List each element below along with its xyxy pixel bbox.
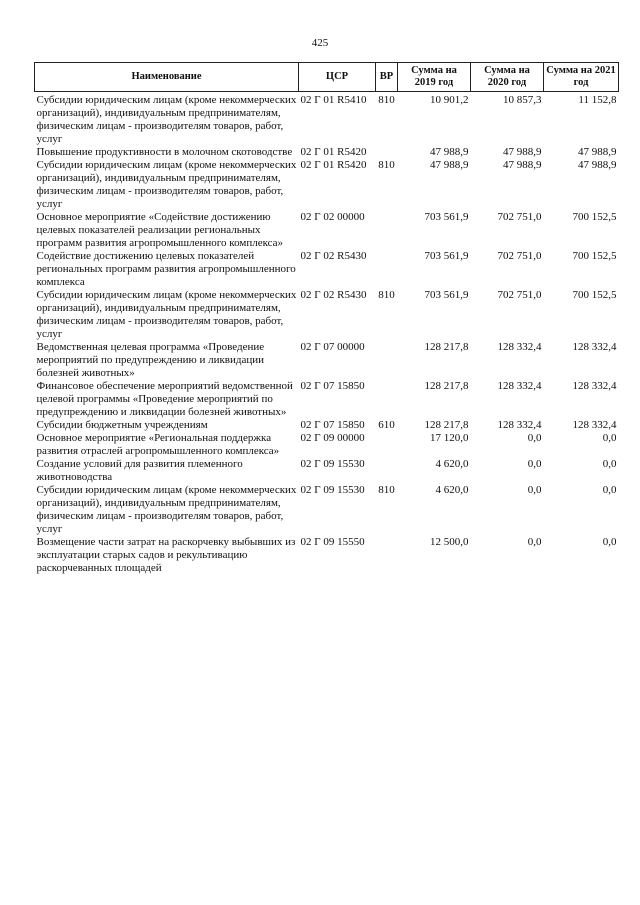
row-sum-2021: 11 152,8 bbox=[578, 94, 617, 106]
row-sum-2020: 0,0 bbox=[527, 458, 542, 470]
row-sum-2019: 47 988,9 bbox=[430, 146, 469, 158]
table-body bbox=[35, 92, 619, 576]
table-row bbox=[35, 159, 619, 211]
row-csr-code: 02 Г 07 15850 bbox=[300, 419, 365, 431]
header-name: Наименование bbox=[35, 63, 299, 92]
row-vr-code: 810 bbox=[378, 94, 395, 106]
row-vr-code bbox=[376, 146, 398, 159]
row-sum-2019: 128 217,8 bbox=[424, 380, 469, 392]
row-sum-2021: 0,0 bbox=[602, 458, 617, 470]
row-sum-2021: 0,0 bbox=[602, 536, 617, 548]
row-sum-2020: 702 751,0 bbox=[497, 289, 542, 301]
row-csr-code: 02 Г 02 00000 bbox=[300, 211, 365, 223]
row-vr-code bbox=[376, 380, 398, 419]
row-sum-2020: 128 332,4 bbox=[497, 341, 542, 353]
row-sum-2020: 47 988,9 bbox=[503, 146, 542, 158]
row-vr-code bbox=[376, 536, 398, 575]
row-name: Возмещение части затрат на раскорчевку выбывших из эксплуатации старых садов и рекультивацию раскорчеванных площадей bbox=[36, 536, 296, 574]
row-csr-code: 02 Г 09 15530 bbox=[300, 484, 365, 496]
row-sum-2021: 700 152,5 bbox=[572, 250, 617, 262]
row-name: Повышение продуктивности в молочном скотоводстве bbox=[36, 146, 293, 158]
row-vr-code: 810 bbox=[378, 159, 395, 171]
row-sum-2019: 128 217,8 bbox=[424, 419, 469, 431]
row-sum-2020: 0,0 bbox=[527, 536, 542, 548]
row-csr-code: 02 Г 01 R5410 bbox=[300, 94, 367, 106]
row-sum-2020: 128 332,4 bbox=[497, 380, 542, 392]
header-sum-2020: Сумма на 2020 год bbox=[471, 63, 544, 92]
row-sum-2020: 702 751,0 bbox=[497, 250, 542, 262]
row-name: Субсидии юридическим лицам (кроме некоммерческих организаций), индивидуальным предпринимателям, физическим лицам - производителям товаров, работ, услуг bbox=[36, 289, 297, 340]
row-csr-code: 02 Г 02 R5430 bbox=[300, 289, 367, 301]
table-row bbox=[35, 211, 619, 250]
row-sum-2021: 128 332,4 bbox=[572, 380, 617, 392]
table-row bbox=[35, 484, 619, 536]
row-sum-2019: 12 500,0 bbox=[430, 536, 469, 548]
row-vr-code bbox=[376, 432, 398, 458]
row-sum-2019: 4 620,0 bbox=[435, 458, 469, 470]
row-sum-2019: 703 561,9 bbox=[424, 289, 469, 301]
row-name: Основное мероприятие «Содействие достижению целевых показателей реализации региональных программ развития агропромышленного комплекса» bbox=[36, 211, 284, 249]
row-vr-code bbox=[376, 458, 398, 484]
row-vr-code: 610 bbox=[378, 419, 395, 431]
row-name: Субсидии юридическим лицам (кроме некоммерческих организаций), индивидуальным предпринимателям, физическим лицам - производителям товаров, работ, услуг bbox=[36, 94, 297, 145]
row-name: Ведомственная целевая программа «Проведение мероприятий по предупреждению и ликвидации болезней животных» bbox=[36, 341, 265, 379]
row-sum-2020: 128 332,4 bbox=[497, 419, 542, 431]
row-vr-code bbox=[376, 250, 398, 289]
row-csr-code: 02 Г 09 15550 bbox=[300, 536, 365, 548]
row-csr-code: 02 Г 02 R5430 bbox=[300, 250, 367, 262]
row-name: Субсидии юридическим лицам (кроме некоммерческих организаций), индивидуальным предпринимателям, физическим лицам - производителям товаров, работ, услуг bbox=[36, 484, 297, 535]
row-name: Создание условий для развития племенного животноводства bbox=[36, 458, 243, 483]
row-sum-2019: 128 217,8 bbox=[424, 341, 469, 353]
row-name: Финансовое обеспечение мероприятий ведомственной целевой программы «Проведение мероприятий по предупреждению и ликвидации болезней животных» bbox=[36, 380, 293, 418]
row-sum-2019: 10 901,2 bbox=[430, 94, 469, 106]
row-name: Основное мероприятие «Региональная поддержка развития отраслей агропромышленного комплекса» bbox=[36, 432, 280, 457]
table-header bbox=[35, 63, 619, 92]
row-sum-2019: 703 561,9 bbox=[424, 211, 469, 223]
row-csr-code: 02 Г 09 15530 bbox=[300, 458, 365, 470]
row-sum-2020: 47 988,9 bbox=[503, 159, 542, 171]
row-sum-2019: 17 120,0 bbox=[430, 432, 469, 444]
row-csr-code: 02 Г 07 15850 bbox=[300, 380, 365, 392]
table-row bbox=[35, 289, 619, 341]
header-csr: ЦСР bbox=[299, 63, 376, 92]
header-sum-2021: Сумма на 2021 год bbox=[544, 63, 619, 92]
row-sum-2021: 128 332,4 bbox=[572, 341, 617, 353]
row-csr-code: 02 Г 07 00000 bbox=[300, 341, 365, 353]
row-vr-code: 810 bbox=[378, 484, 395, 496]
row-sum-2021: 700 152,5 bbox=[572, 289, 617, 301]
row-sum-2021: 128 332,4 bbox=[572, 419, 617, 431]
row-csr-code: 02 Г 09 00000 bbox=[300, 432, 365, 444]
row-sum-2019: 703 561,9 bbox=[424, 250, 469, 262]
row-sum-2021: 0,0 bbox=[602, 484, 617, 496]
row-vr-code: 810 bbox=[378, 289, 395, 301]
row-vr-code bbox=[376, 211, 398, 250]
table-row bbox=[35, 146, 619, 159]
page-number: 425 bbox=[311, 37, 329, 49]
table-row bbox=[35, 341, 619, 380]
row-sum-2020: 0,0 bbox=[527, 432, 542, 444]
table-row bbox=[35, 432, 619, 458]
row-sum-2020: 0,0 bbox=[527, 484, 542, 496]
row-sum-2020: 10 857,3 bbox=[503, 94, 542, 106]
row-sum-2021: 47 988,9 bbox=[578, 146, 617, 158]
row-name: Содействие достижению целевых показателей региональных программ развития агропромышленного комплекса bbox=[36, 250, 296, 288]
row-name: Субсидии юридическим лицам (кроме некоммерческих организаций), индивидуальным предпринимателям, физическим лицам - производителям товаров, работ, услуг bbox=[36, 159, 297, 210]
budget-table bbox=[34, 62, 619, 575]
row-sum-2019: 47 988,9 bbox=[430, 159, 469, 171]
row-csr-code: 02 Г 01 R5420 bbox=[300, 159, 367, 171]
row-sum-2020: 702 751,0 bbox=[497, 211, 542, 223]
row-csr-code: 02 Г 01 R5420 bbox=[300, 146, 367, 158]
row-sum-2021: 47 988,9 bbox=[578, 159, 617, 171]
table-row bbox=[35, 536, 619, 575]
header-vr: ВР bbox=[376, 63, 398, 92]
row-name: Субсидии бюджетным учреждениям bbox=[36, 419, 208, 431]
table-row bbox=[35, 380, 619, 419]
table-row bbox=[35, 250, 619, 289]
row-vr-code bbox=[376, 341, 398, 380]
row-sum-2021: 0,0 bbox=[602, 432, 617, 444]
row-sum-2019: 4 620,0 bbox=[435, 484, 469, 496]
table-row bbox=[35, 419, 619, 432]
row-sum-2021: 700 152,5 bbox=[572, 211, 617, 223]
header-sum-2019: Сумма на 2019 год bbox=[398, 63, 471, 92]
table-row bbox=[35, 458, 619, 484]
table-row bbox=[35, 92, 619, 147]
